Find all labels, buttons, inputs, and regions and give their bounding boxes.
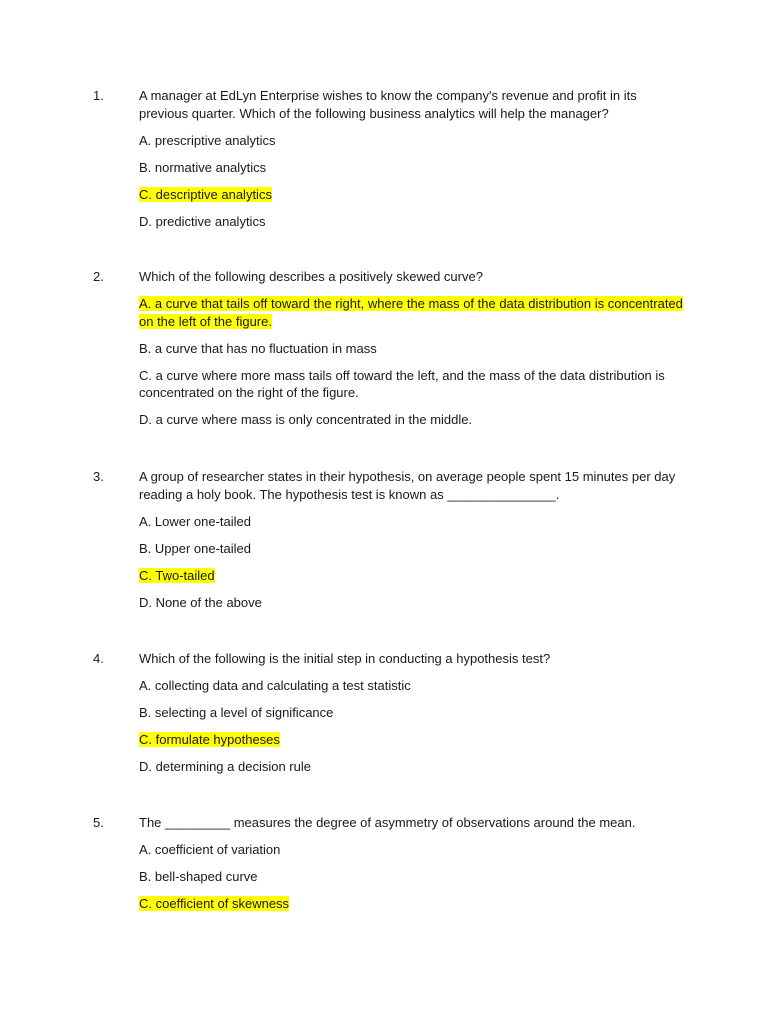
option-c [139, 186, 684, 204]
option-label: A. Lower one-tailed [139, 513, 252, 529]
option-b [139, 868, 684, 886]
option-c [139, 731, 684, 749]
option-b [139, 159, 684, 177]
question-number: 3. [93, 469, 104, 484]
question-number: 4. [93, 651, 104, 666]
question-text: Which of the following is the initial step in conducting a hypothesis test? [139, 651, 551, 666]
highlighted-answer: C. descriptive analytics [139, 186, 272, 202]
option-a [139, 841, 684, 859]
question-text: The _________ measures the degree of asymmetry of observations around the mean. [139, 815, 636, 830]
option-label: B. Upper one-tailed [139, 540, 252, 556]
option-b [139, 340, 684, 358]
option-d [139, 411, 684, 429]
option-a [139, 677, 684, 695]
option-d [139, 758, 684, 776]
option-label: B. selecting a level of significance [139, 705, 334, 720]
option-label: B. a curve that has no fluctuation in mass [139, 340, 377, 356]
option-a [139, 295, 684, 330]
option-b [139, 540, 684, 558]
question-body [139, 814, 684, 913]
question-text: A manager at EdLyn Enterprise wishes to know the company's revenue and profit in its previous quarter. Which of the following business analytics will help the manager? [139, 88, 637, 121]
question-body [139, 468, 684, 611]
question-number: 5. [93, 815, 104, 830]
option-label: D. predictive analytics [139, 213, 266, 229]
option-d [139, 213, 684, 231]
option-label: A. coefficient of variation [139, 842, 281, 857]
option-label: C. a curve where more mass tails off toward the left, and the mass of the data distribution is concentrated on the right of the figure. [139, 367, 665, 400]
highlighted-answer: A. a curve that tails off toward the right, where the mass of the data distribution is concentrated on the left of the figure. [139, 296, 683, 329]
option-a [139, 132, 684, 150]
option-label: B. bell-shaped curve [139, 869, 258, 884]
option-d [139, 594, 684, 612]
question-number: 2. [93, 269, 104, 284]
option-label: A. prescriptive analytics [139, 132, 276, 148]
option-label: D. a curve where mass is only concentrated in the middle. [139, 412, 473, 427]
highlighted-answer: C. formulate hypotheses [139, 732, 280, 747]
option-b [139, 704, 684, 722]
question-text: Which of the following describes a positively skewed curve? [139, 269, 483, 284]
option-label: A. collecting data and calculating a test statistic [139, 678, 411, 693]
option-label: D. determining a decision rule [139, 759, 311, 774]
highlighted-answer: C. coefficient of skewness [139, 896, 290, 911]
question-number: 1. [93, 88, 104, 103]
option-a [139, 513, 684, 531]
question-body [139, 650, 684, 776]
option-c [139, 367, 684, 402]
highlighted-answer: C. Two-tailed [139, 567, 215, 583]
question-body [139, 87, 684, 230]
question-text: A group of researcher states in their hypothesis, on average people spent 15 minutes per day reading a holy book. The hypothesis test is known as _______________. [139, 469, 676, 502]
option-label: B. normative analytics [139, 159, 267, 175]
question-body [139, 268, 684, 429]
option-c [139, 895, 684, 913]
option-label: D. None of the above [139, 594, 262, 610]
option-c [139, 567, 684, 585]
